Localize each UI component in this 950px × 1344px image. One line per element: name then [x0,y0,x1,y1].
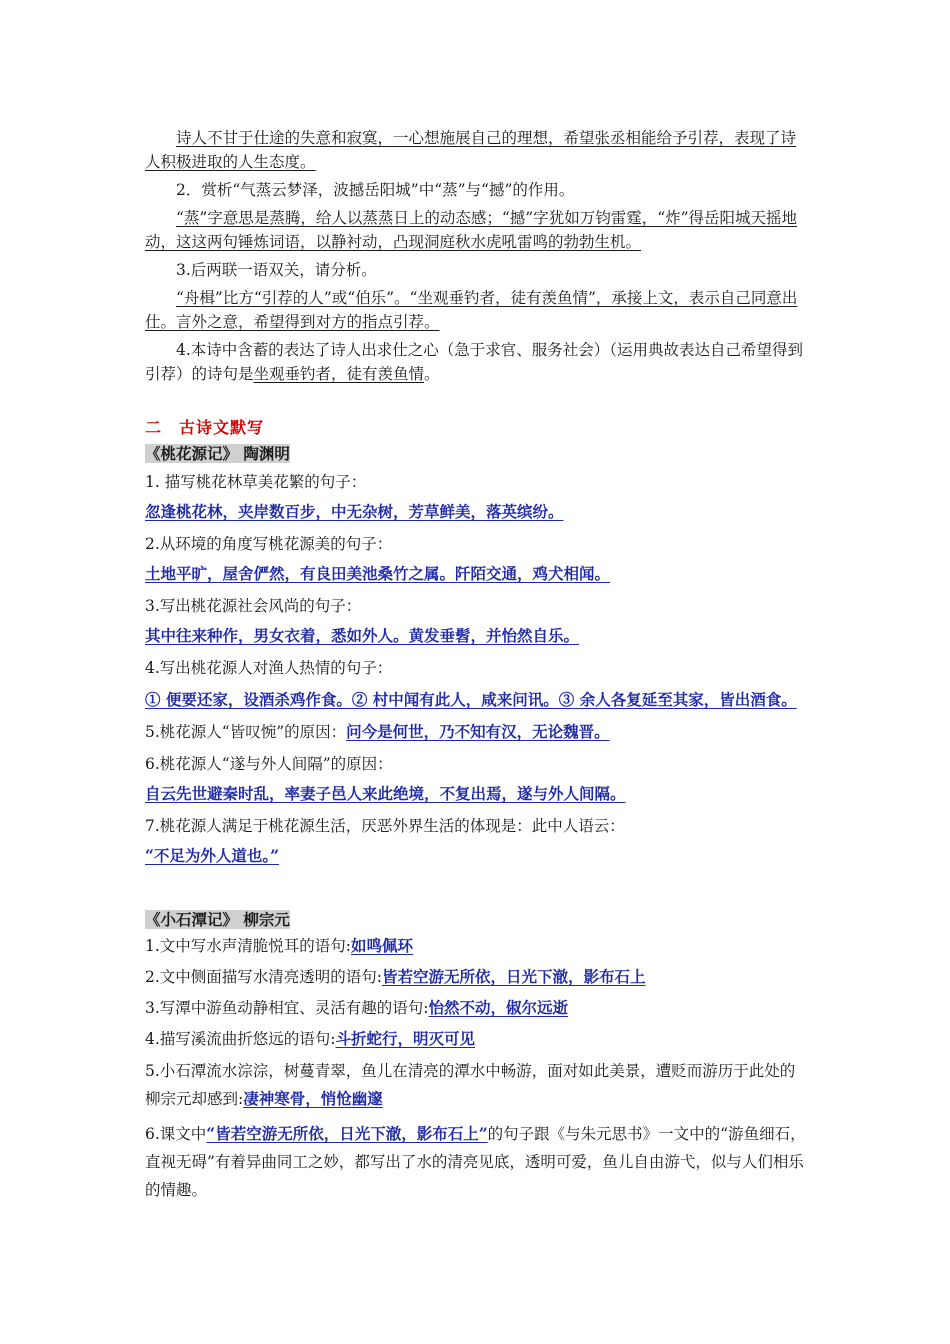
xiaoshi-q3-text: 3.写潭中游鱼动静相宜、灵活有趣的语句: [145,999,429,1017]
taohua-a2-text: 土地平旷，屋舍俨然，有良田美池桑竹之属。阡陌交通，鸡犬相闻。 [145,564,611,583]
taohua-a7 [145,844,810,868]
answer-1-text: 诗人不甘于仕途的失意和寂寞，一心想施展自己的理想，希望张丞相能给予引荐，表现了诗人积极进取的人生态度。 [145,129,797,171]
xiaoshi-q6 [145,1120,810,1204]
taohua-q1: 1. 描写桃花林草美花繁的句子： [145,473,367,491]
xiaoshi-heading-line [145,908,810,932]
xiaoshi-q5-text: 5.小石潭流水淙淙，树蔓青翠，鱼儿在清亮的潭水中畅游，面对如此美景，遭贬而游历于此处的柳宗元却感到: [145,1062,796,1108]
question-4-prefix: 4.本诗中含蓄的表达了诗人出求仕之心（急于求官、服务社会）（运用典故表达自己希望得到引荐）的诗句是 [145,341,804,383]
xiaoshi-heading: 《小石潭记》 柳宗元 [145,910,290,929]
question-4-suffix: 。 [424,365,440,383]
taohua-a7-text: “不足为外人道也。” [145,846,280,865]
taohua-a6 [145,782,810,806]
xiaoshi-a3-text: 怡然不动，俶尔远逝 [428,998,569,1017]
taohua-q7: 7.桃花源人满足于桃花源生活，厌恶外界生活的体现是：此中人语云： [145,817,625,835]
xiaoshi-q5 [145,1058,810,1113]
xiaoshi-q2 [145,965,810,989]
question-4 [145,338,810,386]
taohua-q6: 6.桃花源人“遂与外人间隔”的原因： [145,755,393,773]
xiaoshi-q4 [145,1027,810,1051]
taohua-q4: 4.写出桃花源人对渔人热情的句子： [145,659,393,677]
taohua-q5-text: 5.桃花源人“皆叹惋”的原因： [145,723,347,741]
taohua-a1 [145,500,810,524]
answer-3-text: “舟楫”比方“引荐的人”或“伯乐”。“坐观垂钓者，徒有羡鱼情”，承接上文，表示自己同意出仕。言外之意，希望得到对方的指点引荐。 [145,289,798,331]
xiaoshi-a4-text: 斗折蛇行，明灭可见 [335,1029,476,1048]
xiaoshi-q6-answer: “皆若空游无所依，日光下澈，影布石上” [206,1124,488,1143]
xiaoshi-q4-text: 4.描写溪流曲折悠远的语句: [145,1030,336,1048]
document-page [145,126,810,1204]
xiaoshi-a5-text: 凄神寒骨，悄怆幽邃 [243,1089,383,1108]
answer-2 [145,206,810,254]
xiaoshi-q2-text: 2.文中侧面描写水清亮透明的语句: [145,968,383,986]
answer-3 [145,286,810,334]
taohua-q5 [145,720,810,744]
question-3: 3.后两联一语双关，请分析。 [176,261,377,279]
xiaoshi-q3 [145,996,810,1020]
xiaoshi-q6-prefix: 6.课文中 [145,1125,207,1143]
xiaoshi-a2-text: 皆若空游无所依，日光下澈，影布石上 [382,967,646,986]
taohua-a4-text: ① 便要还家，设酒杀鸡作食。② 村中闻有此人，咸来问讯。③ 余人各复延至其家，皆出酒食。 [145,690,797,709]
question-2: 2．赏析“气蒸云梦泽，波撼岳阳城”中“蒸”与“撼”的作用。 [176,181,575,199]
taohua-a2 [145,562,810,586]
answer-2-text: “蒸”字意思是蒸腾，给人以蒸蒸日上的动态感；“撼”字犹如万钧雷霆，“炸”得岳阳城天摇地动，这这两句锤炼词语，以静衬动，凸现洞庭秋水虎吼雷鸣的勃勃生机。 [145,209,798,251]
taohua-a6-text: 自云先世避秦时乱，率妻子邑人来此绝境，不复出焉，遂与外人间隔。 [145,784,626,803]
taohua-a1-text: 忽逢桃花林，夹岸数百步，中无杂树，芳草鲜美，落英缤纷。 [145,502,564,521]
taohua-q3: 3.写出桃花源社会风尚的句子： [145,597,362,615]
taohua-a3 [145,624,810,648]
question-4-answer: 坐观垂钓者，徒有羡鱼情 [253,365,425,383]
taohua-heading: 《桃花源记》 陶渊明 [145,444,290,463]
xiaoshi-q1 [145,934,810,958]
section-title: 二 古诗文默写 [145,418,265,437]
taohua-a3-text: 其中往来种作，男女衣着，悉如外人。黄发垂髫，并怡然自乐。 [145,626,580,645]
taohua-a5-text: 问今是何世，乃不知有汉，无论魏晋。 [346,722,610,741]
xiaoshi-a1-text: 如鸣佩环 [351,936,414,955]
taohua-q2: 2.从环境的角度写桃花源美的句子： [145,535,393,553]
answer-1 [145,126,810,174]
xiaoshi-q1-text: 1.文中写水声清脆悦耳的语句: [145,937,352,955]
taohua-a4 [145,686,810,714]
taohua-heading-line [145,442,810,466]
xiaoshi-q6-suffix: 的句子跟《与朱元思书》一文中的“游鱼细石，直视无碍”有着异曲同工之妙，都写出了水的清亮见底，透明可爱，鱼儿自由游弋，似与人们相乐的情趣。 [145,1125,806,1199]
